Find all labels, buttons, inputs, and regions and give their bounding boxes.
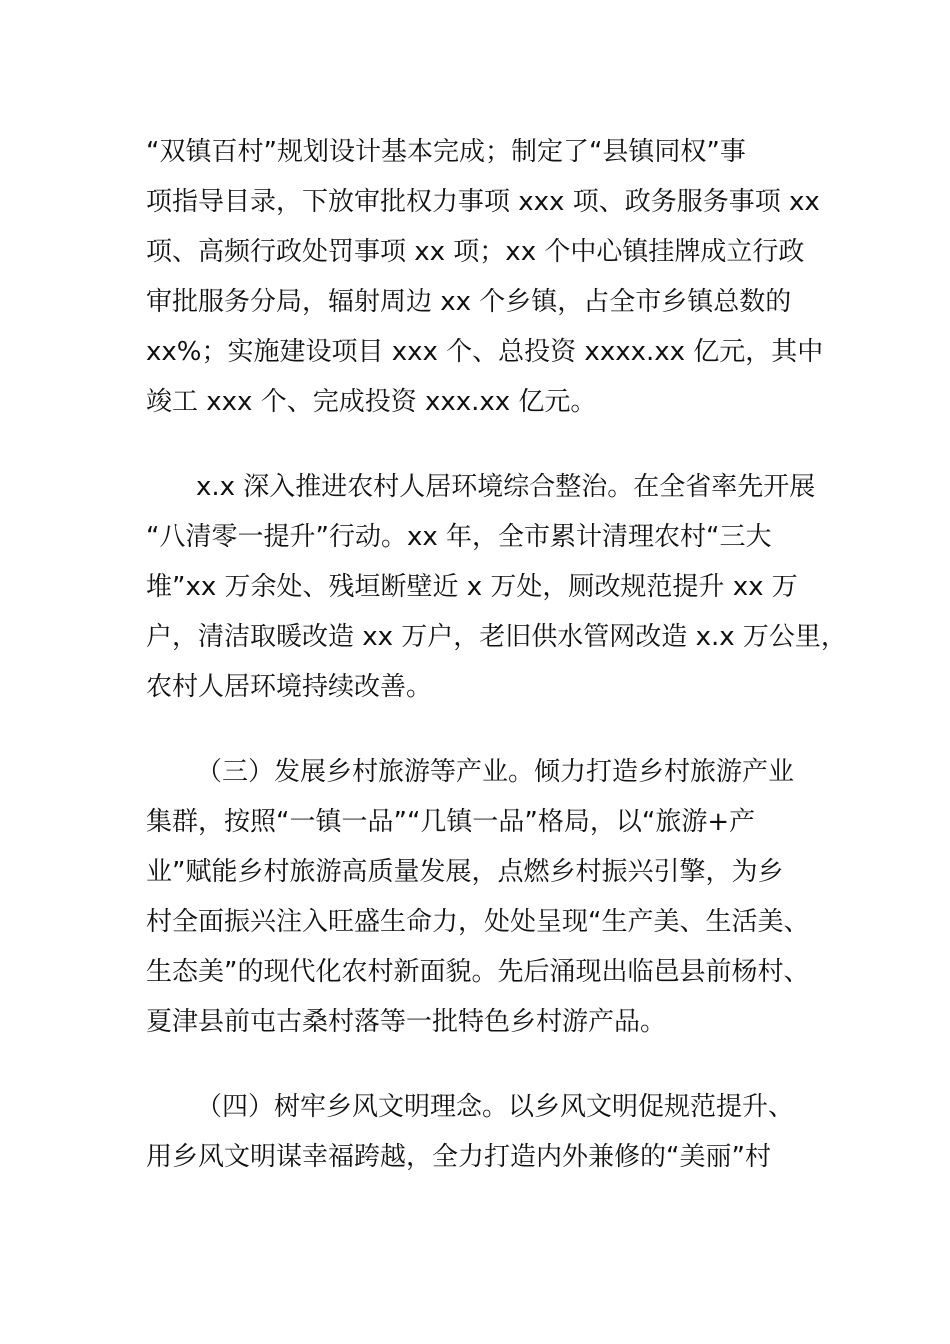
text-line: 堆”xx 万余处、残垣断壁近 x 万处，厕改规范提升 xx 万 xyxy=(146,572,798,602)
text-line: 项、高频行政处罚事项 xx 项；xx 个中心镇挂牌成立行政 xyxy=(146,237,805,267)
text-line: “八清零一提升”行动。xx 年，全市累计清理农村“三大 xyxy=(146,522,772,552)
text-line: 集群，按照“一镇一品”“几镇一品”格局，以“旅游+产 xyxy=(146,807,756,837)
text-line: （四）树牢乡风文明理念。以乡风文明促规范提升、 xyxy=(196,1092,795,1122)
text-line: 生态美”的现代化农村新面貌。先后涌现出临邑县前杨村、 xyxy=(146,957,810,987)
text-line: “双镇百村”规划设计基本完成；制定了“县镇同权”事 xyxy=(146,137,746,167)
text-line: 村全面振兴注入旺盛生命力，处处呈现“生产美、生活美、 xyxy=(146,907,810,937)
text-line: 竣工 xxx 个、完成投资 xxx.xx 亿元。 xyxy=(146,387,597,417)
text-line: 夏津县前屯古桑村落等一批特色乡村游产品。 xyxy=(146,1007,667,1037)
text-line: xx%；实施建设项目 xxx 个、总投资 xxxx.xx 亿元，其中 xyxy=(146,337,824,367)
text-line: 项指导目录，下放审批权力事项 xxx 项、政务服务事项 xx xyxy=(146,187,820,217)
text-line: 用乡风文明谋幸福跨越，全力打造内外兼修的“美丽”村 xyxy=(146,1142,771,1172)
text-line: 农村人居环境持续改善。 xyxy=(146,672,433,702)
text-line: 业”赋能乡村旅游高质量发展，点燃乡村振兴引擎，为乡 xyxy=(146,857,784,887)
text-line: 审批服务分局，辐射周边 xx 个乡镇，占全市乡镇总数的 xyxy=(146,287,792,317)
text-line: （三）发展乡村旅游等产业。倾力打造乡村旅游产业 xyxy=(196,757,795,787)
text-line: 户，清洁取暖改造 xx 万户，老旧供水管网改造 x.x 万公里， xyxy=(146,622,847,652)
text-line: x.x 深入推进农村人居环境综合整治。在全省率先开展 xyxy=(196,472,816,502)
